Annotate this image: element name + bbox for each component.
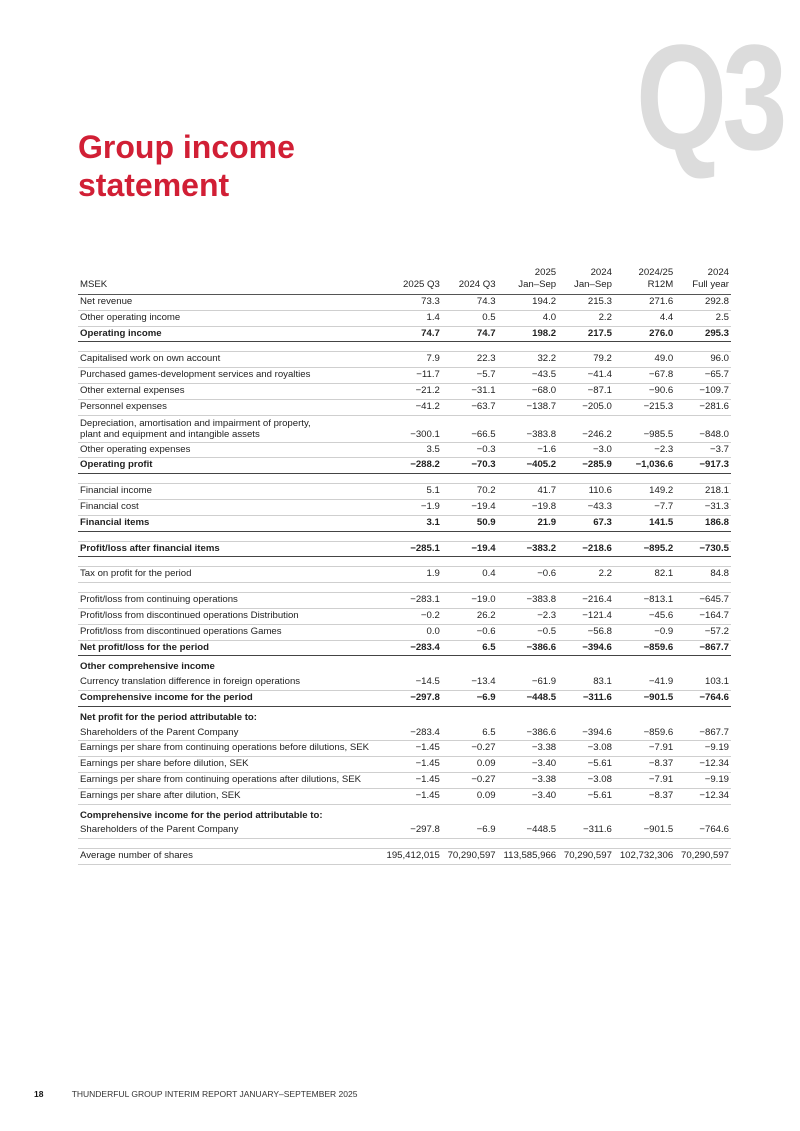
value-cell: −0.9 bbox=[614, 624, 675, 640]
spacer-cell bbox=[78, 531, 731, 541]
row-label-text: Profit/loss from discontinued operations Distribution bbox=[80, 609, 299, 621]
value-cell: 70,290,597 bbox=[675, 849, 731, 865]
value-cell: −14.5 bbox=[381, 675, 442, 690]
value-cell: −383.2 bbox=[498, 541, 559, 557]
value-cell: −57.2 bbox=[675, 624, 731, 640]
value-cell: 3.5 bbox=[381, 442, 442, 458]
spacer-cell bbox=[78, 342, 731, 352]
row-label-text: Net profit for the period attributable to: bbox=[80, 711, 257, 723]
value-cell: −283.1 bbox=[381, 593, 442, 609]
value-cell: 41.7 bbox=[498, 484, 559, 500]
header-col-2024-q3 bbox=[442, 267, 498, 295]
value-cell: −67.8 bbox=[614, 368, 675, 384]
table-row bbox=[78, 741, 731, 757]
value-cell: −985.5 bbox=[614, 415, 675, 442]
value-cell: −138.7 bbox=[498, 399, 559, 415]
value-cell: 102,732,306 bbox=[614, 849, 675, 865]
row-label-text: Earnings per share after dilution, SEK bbox=[80, 789, 241, 801]
row-label bbox=[78, 399, 381, 415]
value-cell: −7.91 bbox=[614, 741, 675, 757]
value-cell: −3.38 bbox=[498, 741, 559, 757]
value-cell: −281.6 bbox=[675, 399, 731, 415]
value-cell: 113,585,966 bbox=[498, 849, 559, 865]
table-row bbox=[78, 772, 731, 788]
value-cell: −1.9 bbox=[381, 499, 442, 515]
table-row bbox=[78, 326, 731, 342]
value-cell: −3.0 bbox=[558, 442, 614, 458]
value-cell: 4.0 bbox=[498, 310, 559, 326]
value-cell: −7.7 bbox=[614, 499, 675, 515]
row-label bbox=[78, 624, 381, 640]
value-cell: −31.1 bbox=[442, 383, 498, 399]
value-cell: −41.2 bbox=[381, 399, 442, 415]
row-label-text: Purchased games-development services and royalties bbox=[80, 369, 311, 381]
table-row bbox=[78, 726, 731, 741]
table-row bbox=[78, 557, 731, 567]
value-cell: −3.40 bbox=[498, 757, 559, 773]
value-cell: −311.6 bbox=[558, 823, 614, 838]
table-row bbox=[78, 531, 731, 541]
value-cell: 7.9 bbox=[381, 352, 442, 368]
value-cell: −3.08 bbox=[558, 741, 614, 757]
value-cell: −448.5 bbox=[498, 690, 559, 706]
row-label bbox=[78, 726, 381, 741]
row-label-text: Shareholders of the Parent Company bbox=[80, 726, 239, 738]
value-cell: 215.3 bbox=[558, 295, 614, 311]
value-cell: −283.4 bbox=[381, 640, 442, 656]
value-cell: −43.3 bbox=[558, 499, 614, 515]
value-cell: 32.2 bbox=[498, 352, 559, 368]
value-cell: −0.27 bbox=[442, 741, 498, 757]
value-cell: −6.9 bbox=[442, 690, 498, 706]
row-label-text: Earnings per share before dilution, SEK bbox=[80, 758, 249, 770]
row-label bbox=[78, 788, 381, 804]
table-row bbox=[78, 567, 731, 583]
row-label bbox=[78, 383, 381, 399]
value-cell: 70,290,597 bbox=[558, 849, 614, 865]
header-col-2025-jan-sep bbox=[498, 267, 559, 295]
row-label bbox=[78, 499, 381, 515]
table-row bbox=[78, 515, 731, 531]
value-cell: −246.2 bbox=[558, 415, 614, 442]
value-cell: 110.6 bbox=[558, 484, 614, 500]
row-label bbox=[78, 640, 381, 656]
value-cell: −394.6 bbox=[558, 640, 614, 656]
value-cell: −205.0 bbox=[558, 399, 614, 415]
value-cell: −1.6 bbox=[498, 442, 559, 458]
value-cell: −215.3 bbox=[614, 399, 675, 415]
row-label-text: Operating profit bbox=[80, 459, 153, 471]
value-cell: 79.2 bbox=[558, 352, 614, 368]
row-label-text: Shareholders of the Parent Company bbox=[80, 824, 239, 836]
value-cell: 103.1 bbox=[675, 675, 731, 690]
row-label bbox=[78, 706, 731, 725]
table-row bbox=[78, 849, 731, 865]
row-label-text: Operating income bbox=[80, 327, 162, 339]
value-cell: −901.5 bbox=[614, 690, 675, 706]
value-cell: 2.5 bbox=[675, 310, 731, 326]
value-cell: −121.4 bbox=[558, 608, 614, 624]
value-cell: −448.5 bbox=[498, 823, 559, 838]
row-label-text: Other comprehensive income bbox=[80, 661, 215, 673]
row-label-text: Earnings per share from continuing operations before dilutions, SEK bbox=[80, 742, 370, 754]
spacer-cell bbox=[78, 474, 731, 484]
value-cell: −8.37 bbox=[614, 757, 675, 773]
row-label-text: Personnel expenses bbox=[80, 400, 167, 412]
value-cell: 1.4 bbox=[381, 310, 442, 326]
value-cell: 96.0 bbox=[675, 352, 731, 368]
value-cell: −311.6 bbox=[558, 690, 614, 706]
value-cell: −1.45 bbox=[381, 788, 442, 804]
row-label-text: Net profit/loss for the period bbox=[80, 641, 209, 653]
value-cell: −13.4 bbox=[442, 675, 498, 690]
value-cell: −1.45 bbox=[381, 741, 442, 757]
header-label: MSEK bbox=[78, 267, 381, 295]
value-cell: 21.9 bbox=[498, 515, 559, 531]
row-label-text: Profit/loss from discontinued operations Games bbox=[80, 625, 282, 637]
value-cell: −12.34 bbox=[675, 757, 731, 773]
row-label bbox=[78, 656, 731, 675]
row-label-text: Net revenue bbox=[80, 296, 133, 307]
row-label bbox=[78, 310, 381, 326]
value-cell: −218.6 bbox=[558, 541, 614, 557]
value-cell: −288.2 bbox=[381, 458, 442, 474]
value-cell: 50.9 bbox=[442, 515, 498, 531]
value-cell: −386.6 bbox=[498, 640, 559, 656]
table-row bbox=[78, 541, 731, 557]
value-cell: 0.4 bbox=[442, 567, 498, 583]
value-cell: −0.6 bbox=[442, 624, 498, 640]
value-cell: −1.45 bbox=[381, 757, 442, 773]
row-label-text: Financial income bbox=[80, 485, 152, 497]
value-cell: 186.8 bbox=[675, 515, 731, 531]
header-line2: R12M bbox=[647, 278, 674, 290]
value-cell: −66.5 bbox=[442, 415, 498, 442]
page-footer bbox=[34, 1089, 357, 1099]
row-label bbox=[78, 675, 381, 690]
row-label bbox=[78, 757, 381, 773]
row-label bbox=[78, 567, 381, 583]
table-row bbox=[78, 608, 731, 624]
value-cell: −6.9 bbox=[442, 823, 498, 838]
value-cell: −0.6 bbox=[498, 567, 559, 583]
value-cell: −216.4 bbox=[558, 593, 614, 609]
value-cell: −90.6 bbox=[614, 383, 675, 399]
value-cell: −917.3 bbox=[675, 458, 731, 474]
footer-text: THUNDERFUL GROUP INTERIM REPORT JANUARY–SEPTEMBER 2025 bbox=[71, 1089, 358, 1099]
table-row bbox=[78, 499, 731, 515]
row-label-text: Profit/loss from continuing operations bbox=[80, 594, 238, 606]
value-cell: 198.2 bbox=[498, 326, 559, 342]
header-line2: 2024 Q3 bbox=[458, 278, 496, 290]
value-cell: −383.8 bbox=[498, 593, 559, 609]
value-cell: 194.2 bbox=[498, 295, 559, 311]
spacer-cell bbox=[78, 583, 731, 593]
value-cell: 295.3 bbox=[675, 326, 731, 342]
value-cell: 73.3 bbox=[381, 295, 442, 311]
value-cell: −65.7 bbox=[675, 368, 731, 384]
value-cell: −645.7 bbox=[675, 593, 731, 609]
header-line1: 2024 bbox=[590, 267, 612, 278]
table-row bbox=[78, 839, 731, 849]
value-cell: −12.34 bbox=[675, 788, 731, 804]
table-row bbox=[78, 442, 731, 458]
table-row bbox=[78, 415, 731, 442]
value-cell: 84.8 bbox=[675, 567, 731, 583]
value-cell: −2.3 bbox=[498, 608, 559, 624]
row-label bbox=[78, 849, 381, 865]
value-cell: −0.27 bbox=[442, 772, 498, 788]
row-label-text: Financial cost bbox=[80, 500, 139, 512]
value-cell: −297.8 bbox=[381, 690, 442, 706]
value-cell: −901.5 bbox=[614, 823, 675, 838]
value-cell: −19.0 bbox=[442, 593, 498, 609]
value-cell: −68.0 bbox=[498, 383, 559, 399]
value-cell: −9.19 bbox=[675, 741, 731, 757]
row-label bbox=[78, 541, 381, 557]
row-label bbox=[78, 458, 381, 474]
value-cell: −70.3 bbox=[442, 458, 498, 474]
value-cell: −31.3 bbox=[675, 499, 731, 515]
value-cell: 3.1 bbox=[381, 515, 442, 531]
value-cell: −0.2 bbox=[381, 608, 442, 624]
value-cell: −405.2 bbox=[498, 458, 559, 474]
row-label-text: Earnings per share from continuing operations after dilutions, SEK bbox=[80, 773, 362, 785]
row-label-text: Capitalised work on own account bbox=[80, 353, 221, 365]
value-cell: −300.1 bbox=[381, 415, 442, 442]
row-label-text: plant and equipment and intangible assets bbox=[80, 428, 260, 440]
value-cell: −895.2 bbox=[614, 541, 675, 557]
row-label-text: Comprehensive income for the period bbox=[80, 691, 253, 703]
value-cell: 70,290,597 bbox=[442, 849, 498, 865]
value-cell: −41.9 bbox=[614, 675, 675, 690]
page-title: Group income statement bbox=[78, 129, 295, 203]
value-cell: −9.19 bbox=[675, 772, 731, 788]
row-label-text: Profit/loss after financial items bbox=[80, 542, 220, 554]
value-cell: −56.8 bbox=[558, 624, 614, 640]
table-row bbox=[78, 368, 731, 384]
header-line2: Full year bbox=[692, 278, 729, 290]
value-cell: 67.3 bbox=[558, 515, 614, 531]
header-col-2024-jan-sep bbox=[558, 267, 614, 295]
row-label-text: Other operating income bbox=[80, 311, 181, 323]
row-label bbox=[78, 515, 381, 531]
value-cell: −386.6 bbox=[498, 726, 559, 741]
value-cell: 4.4 bbox=[614, 310, 675, 326]
value-cell: −283.4 bbox=[381, 726, 442, 741]
row-label bbox=[78, 352, 381, 368]
value-cell: 217.5 bbox=[558, 326, 614, 342]
value-cell: −43.5 bbox=[498, 368, 559, 384]
table-row bbox=[78, 757, 731, 773]
value-cell: −164.7 bbox=[675, 608, 731, 624]
value-cell: 292.8 bbox=[675, 295, 731, 311]
table-row bbox=[78, 399, 731, 415]
table-row bbox=[78, 484, 731, 500]
row-label-text: Other operating expenses bbox=[80, 443, 191, 455]
value-cell: −3.40 bbox=[498, 788, 559, 804]
value-cell: −63.7 bbox=[442, 399, 498, 415]
row-label-text: Depreciation, amortisation and impairment of property, bbox=[80, 417, 311, 429]
value-cell: −7.91 bbox=[614, 772, 675, 788]
value-cell: −19.4 bbox=[442, 499, 498, 515]
value-cell: −867.7 bbox=[675, 726, 731, 741]
header-line1: 2025 bbox=[534, 267, 557, 278]
value-cell: 74.3 bbox=[442, 295, 498, 311]
header-line1: 2024/25 bbox=[638, 267, 674, 278]
row-label bbox=[78, 804, 731, 823]
value-cell: −3.38 bbox=[498, 772, 559, 788]
table-row bbox=[78, 474, 731, 484]
value-cell: −19.4 bbox=[442, 541, 498, 557]
value-cell: −813.1 bbox=[614, 593, 675, 609]
value-cell: 271.6 bbox=[614, 295, 675, 311]
header-line2: Jan–Sep bbox=[574, 278, 612, 290]
value-cell: −61.9 bbox=[498, 675, 559, 690]
value-cell: −5.61 bbox=[558, 788, 614, 804]
value-cell: 195,412,015 bbox=[381, 849, 442, 865]
value-cell: 6.5 bbox=[442, 640, 498, 656]
table-row bbox=[78, 624, 731, 640]
value-cell: 276.0 bbox=[614, 326, 675, 342]
row-label-text: Tax on profit for the period bbox=[80, 568, 192, 580]
row-label bbox=[78, 484, 381, 500]
header-line2: 2025 Q3 bbox=[403, 278, 440, 290]
value-cell: −0.3 bbox=[442, 442, 498, 458]
row-label bbox=[78, 368, 381, 384]
value-cell: 70.2 bbox=[442, 484, 498, 500]
table-header-row bbox=[78, 267, 731, 295]
value-cell: −867.7 bbox=[675, 640, 731, 656]
value-cell: −0.5 bbox=[498, 624, 559, 640]
value-cell: −87.1 bbox=[558, 383, 614, 399]
row-label bbox=[78, 326, 381, 342]
header-line2: Jan–Sep bbox=[518, 278, 557, 290]
value-cell: −109.7 bbox=[675, 383, 731, 399]
value-cell: 26.2 bbox=[442, 608, 498, 624]
q3-badge: Q3 bbox=[636, 13, 783, 181]
value-cell: −848.0 bbox=[675, 415, 731, 442]
value-cell: 2.2 bbox=[558, 567, 614, 583]
row-label bbox=[78, 690, 381, 706]
table-row bbox=[78, 640, 731, 656]
value-cell: 0.0 bbox=[381, 624, 442, 640]
value-cell: −5.7 bbox=[442, 368, 498, 384]
row-label-text: Other external expenses bbox=[80, 384, 185, 396]
value-cell: −19.8 bbox=[498, 499, 559, 515]
table-row bbox=[78, 352, 731, 368]
value-cell: −3.7 bbox=[675, 442, 731, 458]
row-label bbox=[78, 823, 381, 838]
value-cell: −21.2 bbox=[381, 383, 442, 399]
table-row bbox=[78, 804, 731, 823]
row-label bbox=[78, 415, 381, 442]
value-cell: 0.09 bbox=[442, 788, 498, 804]
header-col-full-year bbox=[675, 267, 731, 295]
spacer-cell bbox=[78, 557, 731, 567]
row-label-text: Average number of shares bbox=[80, 850, 193, 862]
table-row bbox=[78, 310, 731, 326]
value-cell: 141.5 bbox=[614, 515, 675, 531]
page-number: 18 bbox=[34, 1089, 44, 1099]
table-row bbox=[78, 295, 731, 311]
table-row bbox=[78, 823, 731, 838]
value-cell: −859.6 bbox=[614, 640, 675, 656]
value-cell: 74.7 bbox=[442, 326, 498, 342]
value-cell: −297.8 bbox=[381, 823, 442, 838]
value-cell: 83.1 bbox=[558, 675, 614, 690]
row-label bbox=[78, 295, 381, 311]
row-label-text: Comprehensive income for the period attributable to: bbox=[80, 809, 323, 821]
value-cell: 2.2 bbox=[558, 310, 614, 326]
spacer-cell bbox=[78, 839, 731, 849]
value-cell: 6.5 bbox=[442, 726, 498, 741]
value-cell: −8.37 bbox=[614, 788, 675, 804]
value-cell: 1.9 bbox=[381, 567, 442, 583]
value-cell: −3.08 bbox=[558, 772, 614, 788]
table-row bbox=[78, 675, 731, 690]
income-statement-table bbox=[78, 267, 731, 865]
row-label bbox=[78, 741, 381, 757]
value-cell: 74.7 bbox=[381, 326, 442, 342]
table-body bbox=[78, 295, 731, 865]
value-cell: −859.6 bbox=[614, 726, 675, 741]
table-row bbox=[78, 342, 731, 352]
value-cell: −45.6 bbox=[614, 608, 675, 624]
row-label bbox=[78, 608, 381, 624]
value-cell: −41.4 bbox=[558, 368, 614, 384]
value-cell: −285.1 bbox=[381, 541, 442, 557]
value-cell: −764.6 bbox=[675, 823, 731, 838]
header-col-r12m bbox=[614, 267, 675, 295]
value-cell: 22.3 bbox=[442, 352, 498, 368]
value-cell: 82.1 bbox=[614, 567, 675, 583]
value-cell: −5.61 bbox=[558, 757, 614, 773]
value-cell: 0.5 bbox=[442, 310, 498, 326]
row-label bbox=[78, 772, 381, 788]
value-cell: 0.09 bbox=[442, 757, 498, 773]
value-cell: −2.3 bbox=[614, 442, 675, 458]
value-cell: −730.5 bbox=[675, 541, 731, 557]
value-cell: −764.6 bbox=[675, 690, 731, 706]
table-row bbox=[78, 383, 731, 399]
table-row bbox=[78, 690, 731, 706]
table-row bbox=[78, 788, 731, 804]
value-cell: 218.1 bbox=[675, 484, 731, 500]
value-cell: 5.1 bbox=[381, 484, 442, 500]
row-label bbox=[78, 593, 381, 609]
value-cell: −11.7 bbox=[381, 368, 442, 384]
value-cell: −383.8 bbox=[498, 415, 559, 442]
table-row bbox=[78, 706, 731, 725]
row-label-text: Currency translation difference in foreign operations bbox=[80, 676, 301, 688]
table-row bbox=[78, 458, 731, 474]
header-col-2025-q3 bbox=[381, 267, 442, 295]
value-cell: 149.2 bbox=[614, 484, 675, 500]
table-row bbox=[78, 583, 731, 593]
value-cell: −1,036.6 bbox=[614, 458, 675, 474]
table-row bbox=[78, 593, 731, 609]
header-line1: 2024 bbox=[707, 267, 729, 278]
value-cell: −394.6 bbox=[558, 726, 614, 741]
table-row bbox=[78, 656, 731, 675]
row-label bbox=[78, 442, 381, 458]
value-cell: −1.45 bbox=[381, 772, 442, 788]
value-cell: −285.9 bbox=[558, 458, 614, 474]
value-cell: 49.0 bbox=[614, 352, 675, 368]
row-label-text: Financial items bbox=[80, 516, 150, 528]
